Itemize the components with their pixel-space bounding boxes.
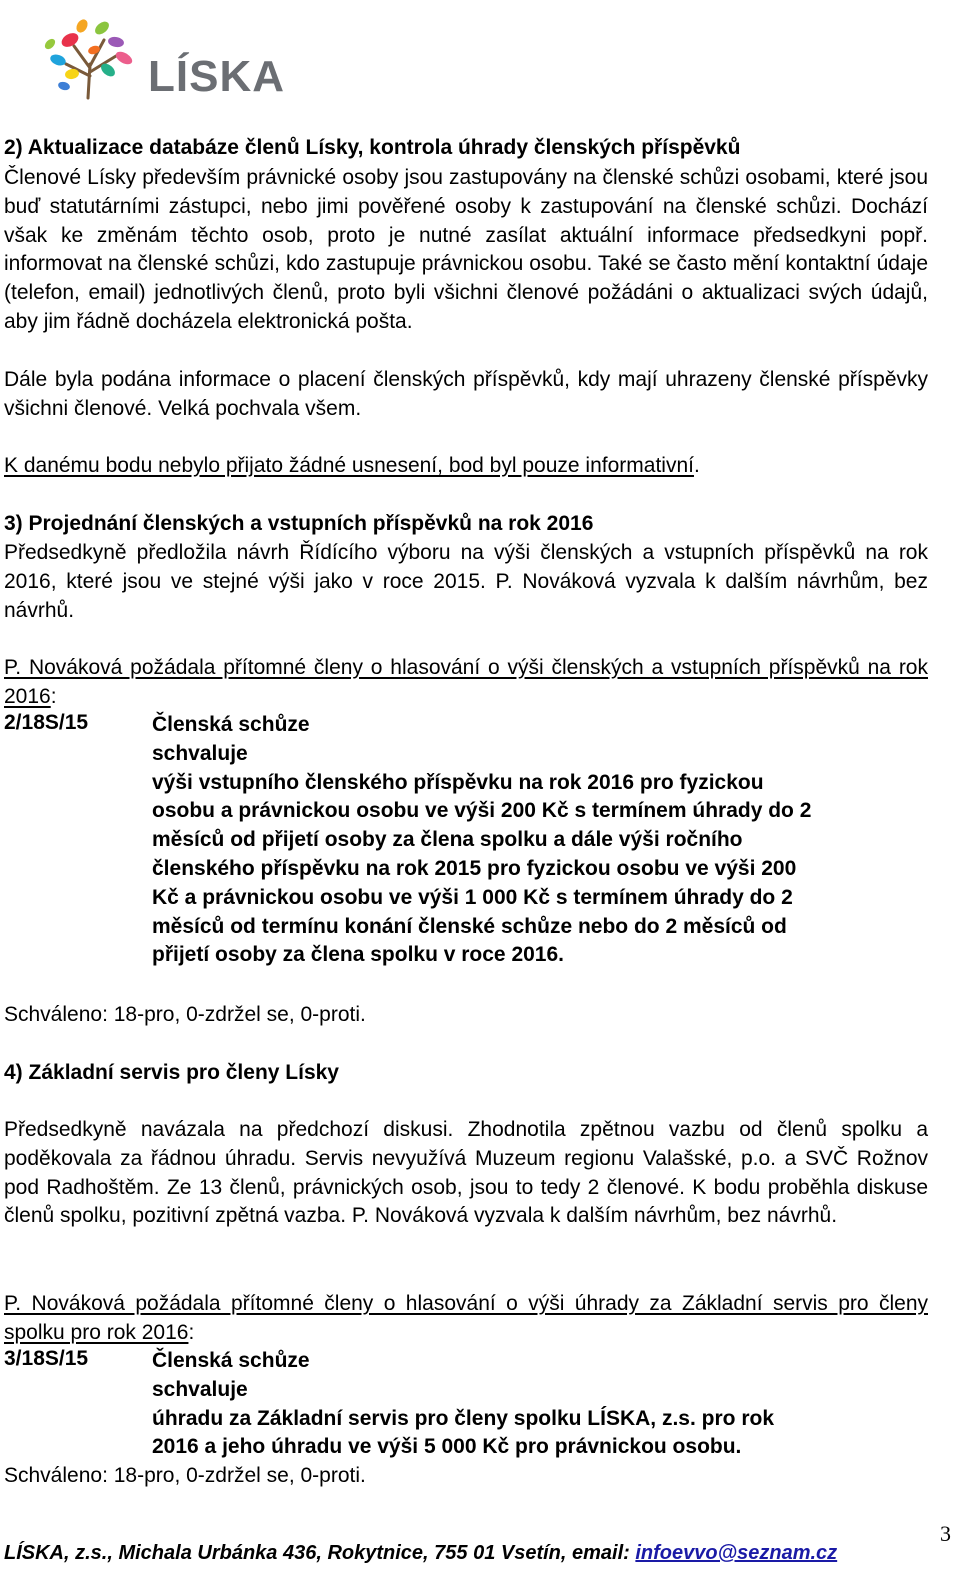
section-3-vote-request: P. Nováková požádala přítomné členy o hlasování o výši členských a vstupních příspěvků na rok 2016: xyxy=(4,656,928,708)
section-4-approved: Schváleno: 18-pro, 0-zdržel se, 0-proti. xyxy=(4,1464,366,1487)
section-3-heading: 3) Projednání členských a vstupních příspěvků na rok 2016 xyxy=(4,512,594,535)
logo-text: LÍSKA xyxy=(148,52,285,101)
section-3-paragraph-1: Předsedkyně předložila návrh Řídícího výboru na výši členských a vstupních příspěvků na rok 2016, které jsou ve stejné výši jako v roce 2015. P. Nováková vyzvala k dalším návrhům, bez návrhů. xyxy=(4,541,928,622)
resolution-verb: schvaluje xyxy=(152,741,248,765)
resolution-line: 2016 a jeho úhradu ve výši 5 000 Kč pro právnickou osobu. xyxy=(152,1435,742,1459)
resolution-line: členského příspěvku na rok 2015 pro fyzickou osobu ve výši 200 xyxy=(152,856,797,880)
section-4-vote-request-text: P. Nováková požádala přítomné členy o hlasování o výši úhrady za Základní servis pro členy spolku pro rok 2016 xyxy=(4,1292,928,1344)
footer-email-link[interactable]: infoevvo@seznam.cz xyxy=(635,1542,838,1564)
resolution-code: 3/18S/15 xyxy=(4,1347,89,1370)
resolution-subject: Členská schůze xyxy=(152,713,310,736)
section-2-heading: 2) Aktualizace databáze členů Lísky, kontrola úhrady členských příspěvků xyxy=(4,136,741,159)
resolution-line: výši vstupního členského příspěvku na rok 2016 pro fyzickou xyxy=(152,770,764,794)
resolution-3-18S-15 xyxy=(4,1347,928,1467)
resolution-line: osobu a právnickou osobu ve výši 200 Kč s termínem úhrady do 2 xyxy=(152,799,812,823)
resolution-line: měsíců od termínu konání členské schůze nebo do 2 měsíců od xyxy=(152,914,787,938)
resolution-code: 2/18S/15 xyxy=(4,711,89,734)
page-footer xyxy=(4,1540,837,1566)
resolution-line: přijetí osoby za člena spolku v roce 2016. xyxy=(152,943,565,967)
page-number: 3 xyxy=(940,1521,951,1546)
resolution-line: měsíců od přijetí osoby za člena spolku a dále výši ročního xyxy=(152,828,743,852)
resolution-subject: Členská schůze xyxy=(152,1349,310,1372)
section-3-approved: Schváleno: 18-pro, 0-zdržel se, 0-proti. xyxy=(4,1003,366,1026)
resolution-line: úhradu za Základní servis pro členy spolku LÍSKA, z.s. pro rok xyxy=(152,1406,774,1430)
resolution-verb: schvaluje xyxy=(152,1377,248,1401)
resolution-body xyxy=(152,1347,952,1462)
section-4-vote-request: P. Nováková požádala přítomné členy o hlasování o výši úhrady za Základní servis pro členy spolku pro rok 2016: xyxy=(4,1292,928,1344)
resolution-line: Kč a právnickou osobu ve výši 1 000 Kč s termínem úhrady do 2 xyxy=(152,885,793,909)
resolution-body xyxy=(152,711,952,970)
section-2-paragraph-1: Členové Lísky především právnické osoby jsou zastupovány na členské schůzi osobami, které jsou buď statutárními zástupci, nebo jimi pověřené osoby k zastupování na členské schůzi. Dochází však ke změnám těchto osob, proto je nutné zasílat aktuální informace předsedkyni popř. informovat na členské schůzi, kdo zastupuje právnickou osobu. Také se často mění kontaktní údaje (telefon, email) jednotlivých členů, proto byli všichni členové požádáni o aktualizaci svých údajů, aby jim řádně docházela elektronická pošta. xyxy=(4,166,928,333)
section-4-paragraph-1: Předsedkyně navázala na předchozí diskusi. Zhodnotila zpětnou vazbu od členů spolku a poděkovala za řádnou úhradu. Servis nevyužívá Muzeum regionu Valašské, p.o. a SVČ Rožnov pod Radhoštěm. Ze 13 členů, právnických osob, jsou to tedy 2 členové. K bodu proběhla diskuse členů spolku, pozitivní zpětná vazba. P. Nováková vyzvala k dalším návrhům, bez návrhů. xyxy=(4,1118,928,1228)
section-2-note: K danému bodu nebylo přijato žádné usnesení, bod byl pouze informativní. xyxy=(4,454,700,477)
liska-logo xyxy=(30,6,285,106)
section-3-vote-request-text: P. Nováková požádala přítomné členy o hlasování o výši členských a vstupních příspěvků na rok 2016 xyxy=(4,656,928,708)
resolution-2-18S-15 xyxy=(4,711,928,971)
footer-address: LÍSKA, z.s., Michala Urbánka 436, Rokytnice, 755 01 Vsetín, email: xyxy=(4,1542,636,1564)
section-4-heading: 4) Základní servis pro členy Lísky xyxy=(4,1061,339,1084)
section-2-paragraph-2: Dále byla podána informace o placení členských příspěvků, kdy mají uhrazeny členské příspěvky všichni členové. Velká pochvala všem. xyxy=(4,368,928,420)
section-2-note-text: K danému bodu nebylo přijato žádné usnesení, bod byl pouze informativní xyxy=(4,454,694,477)
